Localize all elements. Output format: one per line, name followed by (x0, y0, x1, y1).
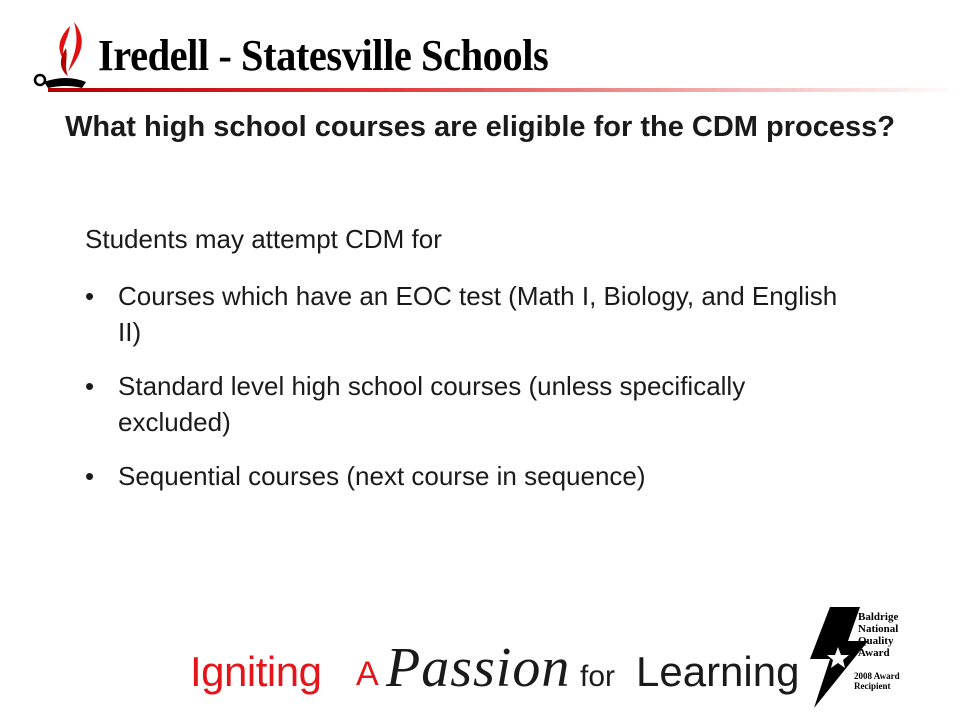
bullet-list (85, 278, 865, 512)
list-item (85, 278, 865, 350)
header-divider (48, 88, 960, 92)
bullet-text: Sequential courses (next course in sequence) (118, 461, 646, 491)
slogan-for: for (580, 660, 616, 693)
award-line: Quality (858, 635, 894, 647)
slogan-igniting: Igniting (190, 648, 322, 695)
bullet-glyph: • (85, 371, 95, 401)
award-line: Recipient (854, 681, 891, 691)
list-item (85, 368, 865, 440)
award-line: 2008 Award (854, 671, 900, 681)
slogan-passion: Passion (386, 637, 571, 699)
slogan-footer (190, 637, 800, 708)
award-year (854, 671, 934, 691)
baldrige-award-icon (808, 605, 938, 710)
list-item (85, 458, 865, 494)
award-line: National (858, 623, 899, 635)
award-line: Baldrige (858, 611, 899, 623)
bullet-text: Courses which have an EOC test (Math I, Biology, and English II) (118, 281, 838, 347)
slogan-learning: Learning (636, 648, 800, 695)
bullet-glyph: • (85, 281, 95, 311)
slogan-a: A (356, 655, 379, 693)
lamp-flame-icon (30, 18, 100, 98)
award-line: Award (858, 647, 890, 659)
intro-text: Students may attempt CDM for (85, 224, 442, 254)
slide-title: What high school courses are eligible for the CDM process? (65, 111, 895, 143)
bullet-glyph: • (85, 461, 95, 491)
award-name (858, 611, 898, 659)
bullet-text: Standard level high school courses (unless specifically excluded) (118, 371, 746, 437)
school-district-title: Iredell - Statesville Schools (98, 31, 549, 80)
